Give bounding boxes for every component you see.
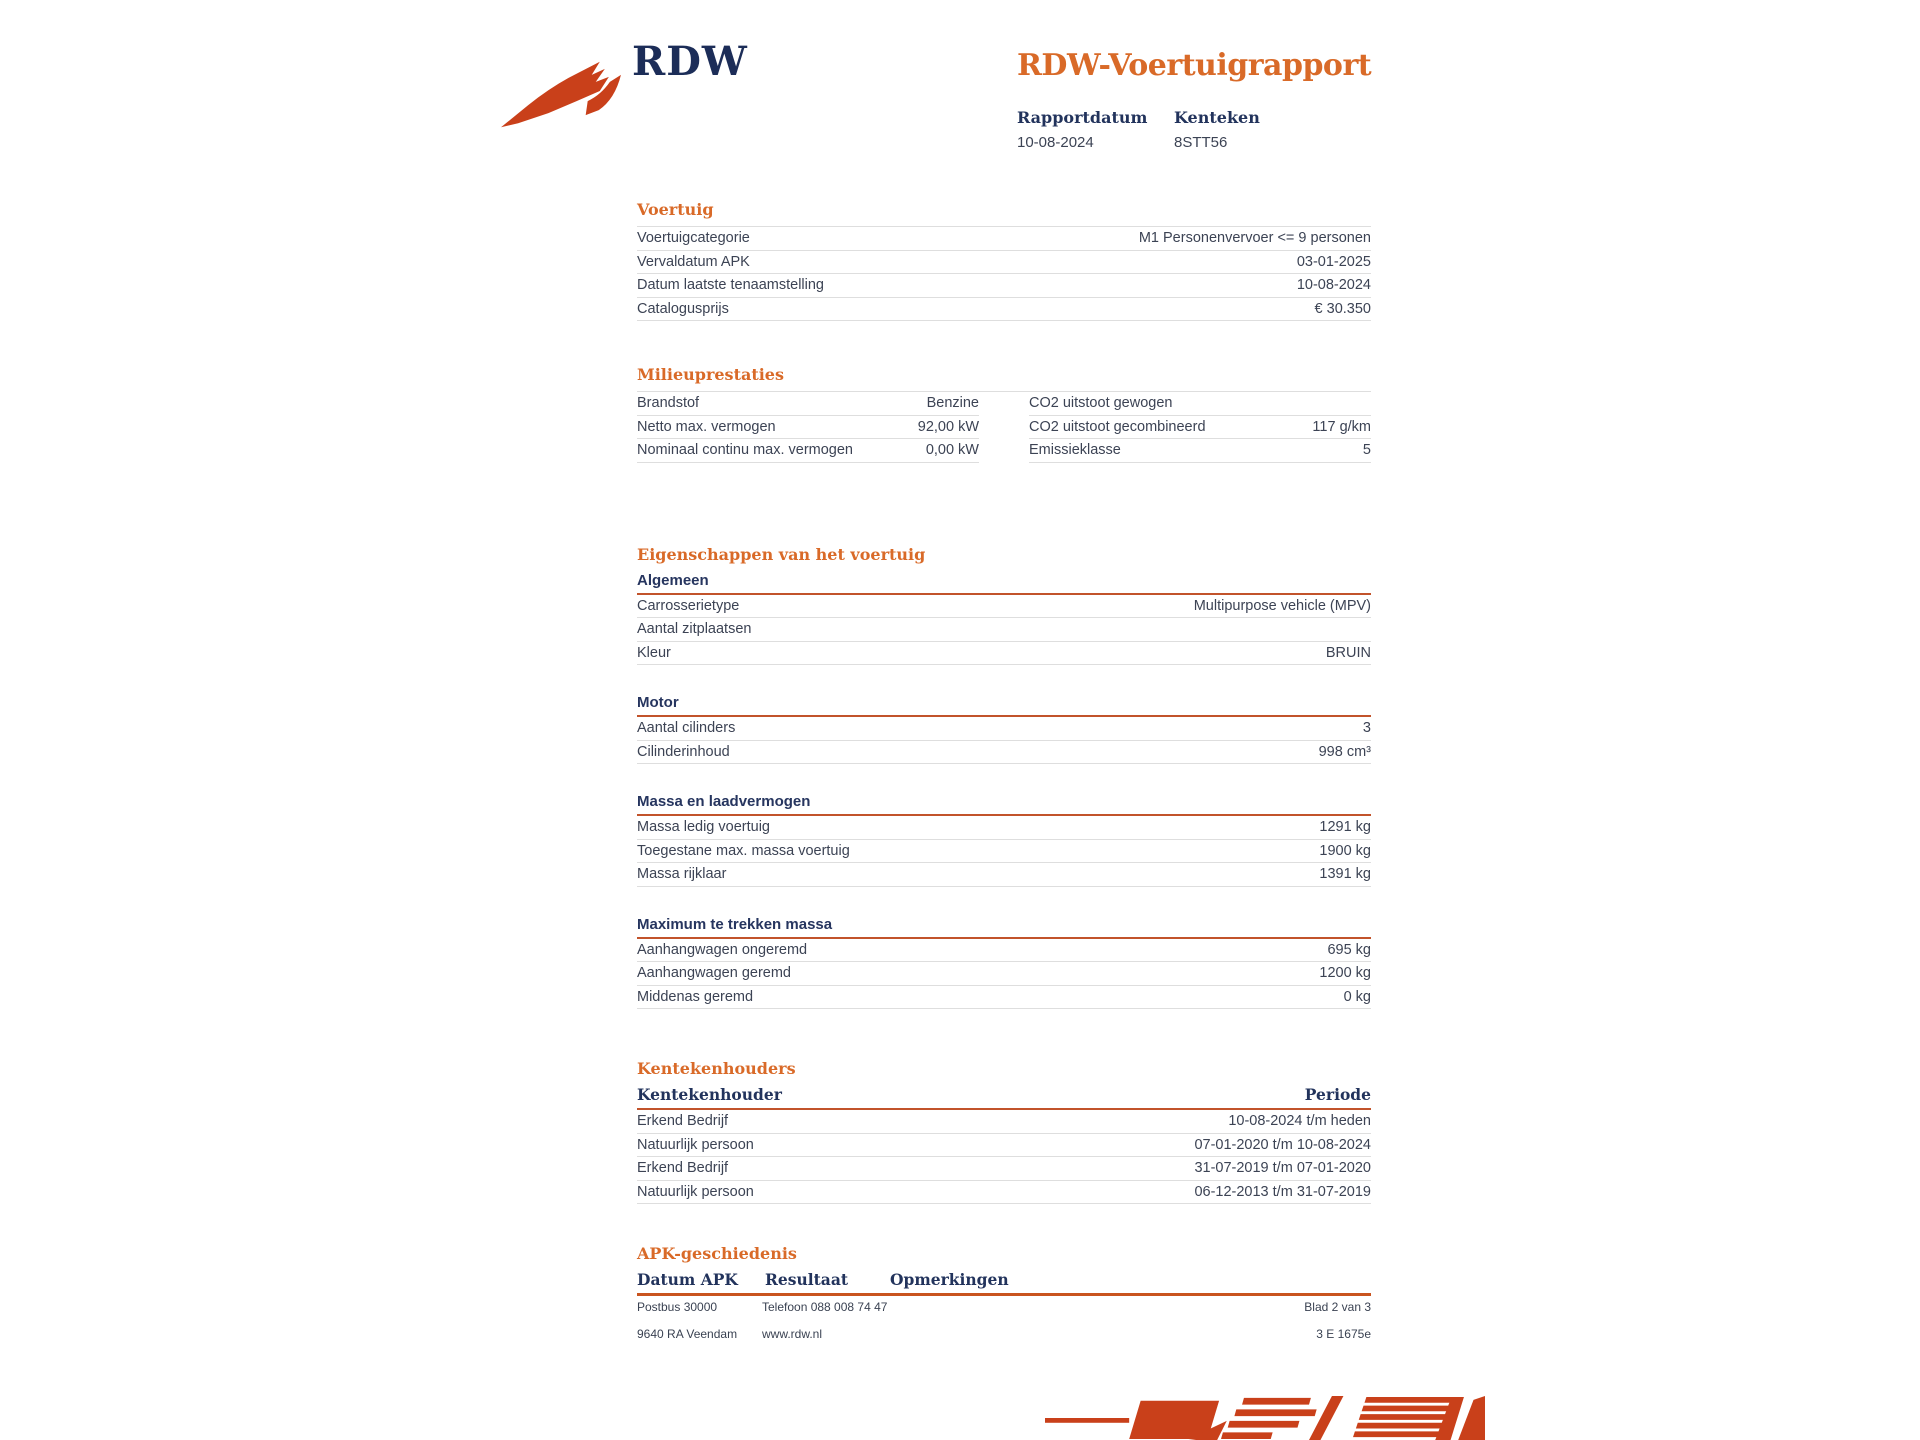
table-row (637, 595, 1371, 619)
column-header-periode: Periode (1304, 1085, 1371, 1104)
row-value: Multipurpose vehicle (MPV) (1193, 597, 1371, 614)
massa-table (637, 816, 1371, 887)
row-label: Middenas geremd (637, 988, 754, 1005)
license-plate-field (1174, 108, 1331, 151)
row-value: 03-01-2025 (1296, 253, 1371, 270)
subsection-title-trekken: Maximum te trekken massa (637, 915, 833, 933)
row-value: 92,00 kW (917, 418, 979, 435)
row-value: 1291 kg (1319, 819, 1371, 836)
report-body (637, 200, 1371, 1296)
row-value: 117 g/km (1312, 418, 1371, 435)
motor-table (637, 717, 1371, 764)
table-row (637, 986, 1371, 1010)
periode-cell: 10-08-2024 t/m heden (1228, 1113, 1371, 1130)
page-title: RDW-Voertuigrapport (1017, 48, 1372, 83)
report-meta (1017, 108, 1331, 151)
subsection-title-motor: Motor (637, 694, 679, 711)
footer-row (637, 1300, 1371, 1314)
algemeen-table (637, 595, 1371, 666)
holder-cell: Erkend Bedrijf (637, 1160, 729, 1177)
table-row (637, 939, 1371, 963)
row-label: Nominaal continu max. vermogen (637, 442, 853, 459)
row-value: 5 (1362, 442, 1371, 459)
row-label: CO2 uitstoot gecombineerd (1029, 418, 1206, 435)
table-row (637, 840, 1371, 864)
table-row (637, 962, 1371, 986)
doc-code: 3 E 1675e (1316, 1327, 1371, 1341)
table-row (637, 863, 1371, 887)
row-value: BRUIN (1325, 644, 1371, 661)
milieu-column-gap (979, 392, 1029, 463)
report-date-label: Rapportdatum (1017, 108, 1148, 127)
periode-cell: 07-01-2020 t/m 10-08-2024 (1194, 1136, 1371, 1153)
section-kentekenhouders (637, 1059, 1371, 1204)
row-label: Brandstof (637, 395, 700, 412)
table-row (1029, 439, 1371, 463)
table-row (637, 274, 1371, 298)
trekken-table (637, 939, 1371, 1010)
footer-telefoon: Telefoon 088 008 74 47 (762, 1300, 888, 1314)
voertuig-table (637, 226, 1371, 321)
row-value: 3 (1362, 720, 1371, 737)
rdw-wing-icon (500, 52, 626, 132)
table-row (637, 298, 1371, 322)
subsection-title-massa: Massa en laadvermogen (637, 793, 811, 810)
row-label: Netto max. vermogen (637, 418, 776, 435)
row-label: Datum laatste tenaamstelling (637, 277, 824, 294)
subsection-motor (637, 693, 1371, 764)
row-label: Carrosserietype (637, 597, 740, 614)
rdw-wordmark: RDW (632, 38, 748, 85)
report-date-field (1017, 108, 1174, 151)
row-label: Massa ledig voertuig (637, 819, 770, 836)
section-apk-geschiedenis (637, 1244, 1371, 1296)
row-label: Emissieklasse (1029, 442, 1121, 459)
orange-rule-thick (637, 1293, 1371, 1296)
row-value: Benzine (926, 395, 979, 412)
table-row (637, 717, 1371, 741)
row-label: Toegestane max. massa voertuig (637, 842, 850, 859)
row-label: CO2 uitstoot gewogen (1029, 395, 1173, 412)
table-row (637, 741, 1371, 765)
row-label: Vervaldatum APK (637, 253, 750, 270)
table-row (637, 439, 979, 463)
column-header-opmerkingen: Opmerkingen (890, 1270, 1009, 1289)
row-label: Voertuigcategorie (637, 230, 750, 247)
row-value: 1200 kg (1319, 965, 1371, 982)
milieu-table (637, 391, 1371, 463)
license-plate-value: 8STT56 (1174, 134, 1228, 151)
table-row (637, 416, 979, 440)
row-label: Catalogusprijs (637, 300, 729, 317)
section-eigenschappen (637, 545, 1371, 1010)
subsection-title-algemeen: Algemeen (637, 571, 709, 589)
row-label: Cilinderinhoud (637, 743, 730, 760)
table-row (637, 392, 979, 416)
section-milieuprestaties (637, 365, 1371, 463)
table-row (637, 1110, 1371, 1134)
section-title-apk: APK-geschiedenis (637, 1244, 797, 1263)
section-title-eigenschappen: Eigenschappen van het voertuig (637, 544, 926, 564)
table-row (637, 642, 1371, 666)
page-indicator: Blad 2 van 3 (1304, 1300, 1371, 1314)
table-row (637, 1181, 1371, 1205)
section-title-milieuprestaties: Milieuprestaties (637, 365, 784, 384)
section-voertuig (637, 200, 1371, 321)
table-row (637, 618, 1371, 642)
row-label: Aanhangwagen ongeremd (637, 941, 808, 958)
table-row (1029, 416, 1371, 440)
column-header-kentekenhouder: Kentekenhouder (637, 1085, 782, 1104)
row-label: Massa rijklaar (637, 866, 727, 883)
row-label: Aanhangwagen geremd (637, 965, 791, 982)
footer-website: www.rdw.nl (762, 1327, 823, 1341)
kentekenhouders-header-row (637, 1085, 1371, 1104)
row-value: 0 kg (1343, 988, 1371, 1005)
license-plate-label: Kenteken (1174, 108, 1260, 127)
periode-cell: 31-07-2019 t/m 07-01-2020 (1194, 1160, 1371, 1177)
speed-stripes-graphic (1035, 1396, 1495, 1440)
column-header-datum-apk: Datum APK (637, 1270, 738, 1289)
section-title-kentekenhouders: Kentekenhouders (637, 1059, 796, 1078)
row-label: Aantal zitplaatsen (637, 621, 752, 638)
milieu-right-column (1029, 392, 1371, 463)
kentekenhouders-table (637, 1110, 1371, 1204)
footer-postbus: Postbus 30000 (637, 1300, 718, 1314)
row-label: Aantal cilinders (637, 720, 736, 737)
row-value: 998 cm³ (1318, 743, 1371, 760)
row-value: 1900 kg (1319, 842, 1371, 859)
table-row (637, 1134, 1371, 1158)
row-label: Kleur (637, 644, 671, 661)
holder-cell: Natuurlijk persoon (637, 1136, 754, 1153)
subsection-massa (637, 792, 1371, 887)
apk-header-row (637, 1270, 1371, 1289)
table-row (637, 227, 1371, 251)
table-row (637, 816, 1371, 840)
row-value: € 30.350 (1314, 300, 1371, 317)
table-row (1029, 392, 1371, 416)
footer-city: 9640 RA Veendam (637, 1327, 738, 1341)
periode-cell: 06-12-2013 t/m 31-07-2019 (1194, 1183, 1371, 1200)
holder-cell: Natuurlijk persoon (637, 1183, 754, 1200)
holder-cell: Erkend Bedrijf (637, 1113, 729, 1130)
column-header-resultaat: Resultaat (765, 1270, 849, 1289)
milieu-left-column (637, 392, 979, 463)
row-value: 695 kg (1327, 941, 1371, 958)
table-row (637, 251, 1371, 275)
row-value: 0,00 kW (925, 442, 979, 459)
subsection-algemeen (637, 571, 1371, 666)
row-value: 10-08-2024 (1296, 277, 1371, 294)
section-title-voertuig: Voertuig (637, 200, 714, 219)
subsection-trekken (637, 915, 1371, 1010)
row-value: M1 Personenvervoer <= 9 personen (1138, 230, 1371, 247)
footer-row (637, 1327, 1371, 1341)
row-value: 1391 kg (1319, 866, 1371, 883)
report-date-value: 10-08-2024 (1017, 134, 1094, 151)
page-footer (637, 1300, 1371, 1354)
table-row (637, 1157, 1371, 1181)
